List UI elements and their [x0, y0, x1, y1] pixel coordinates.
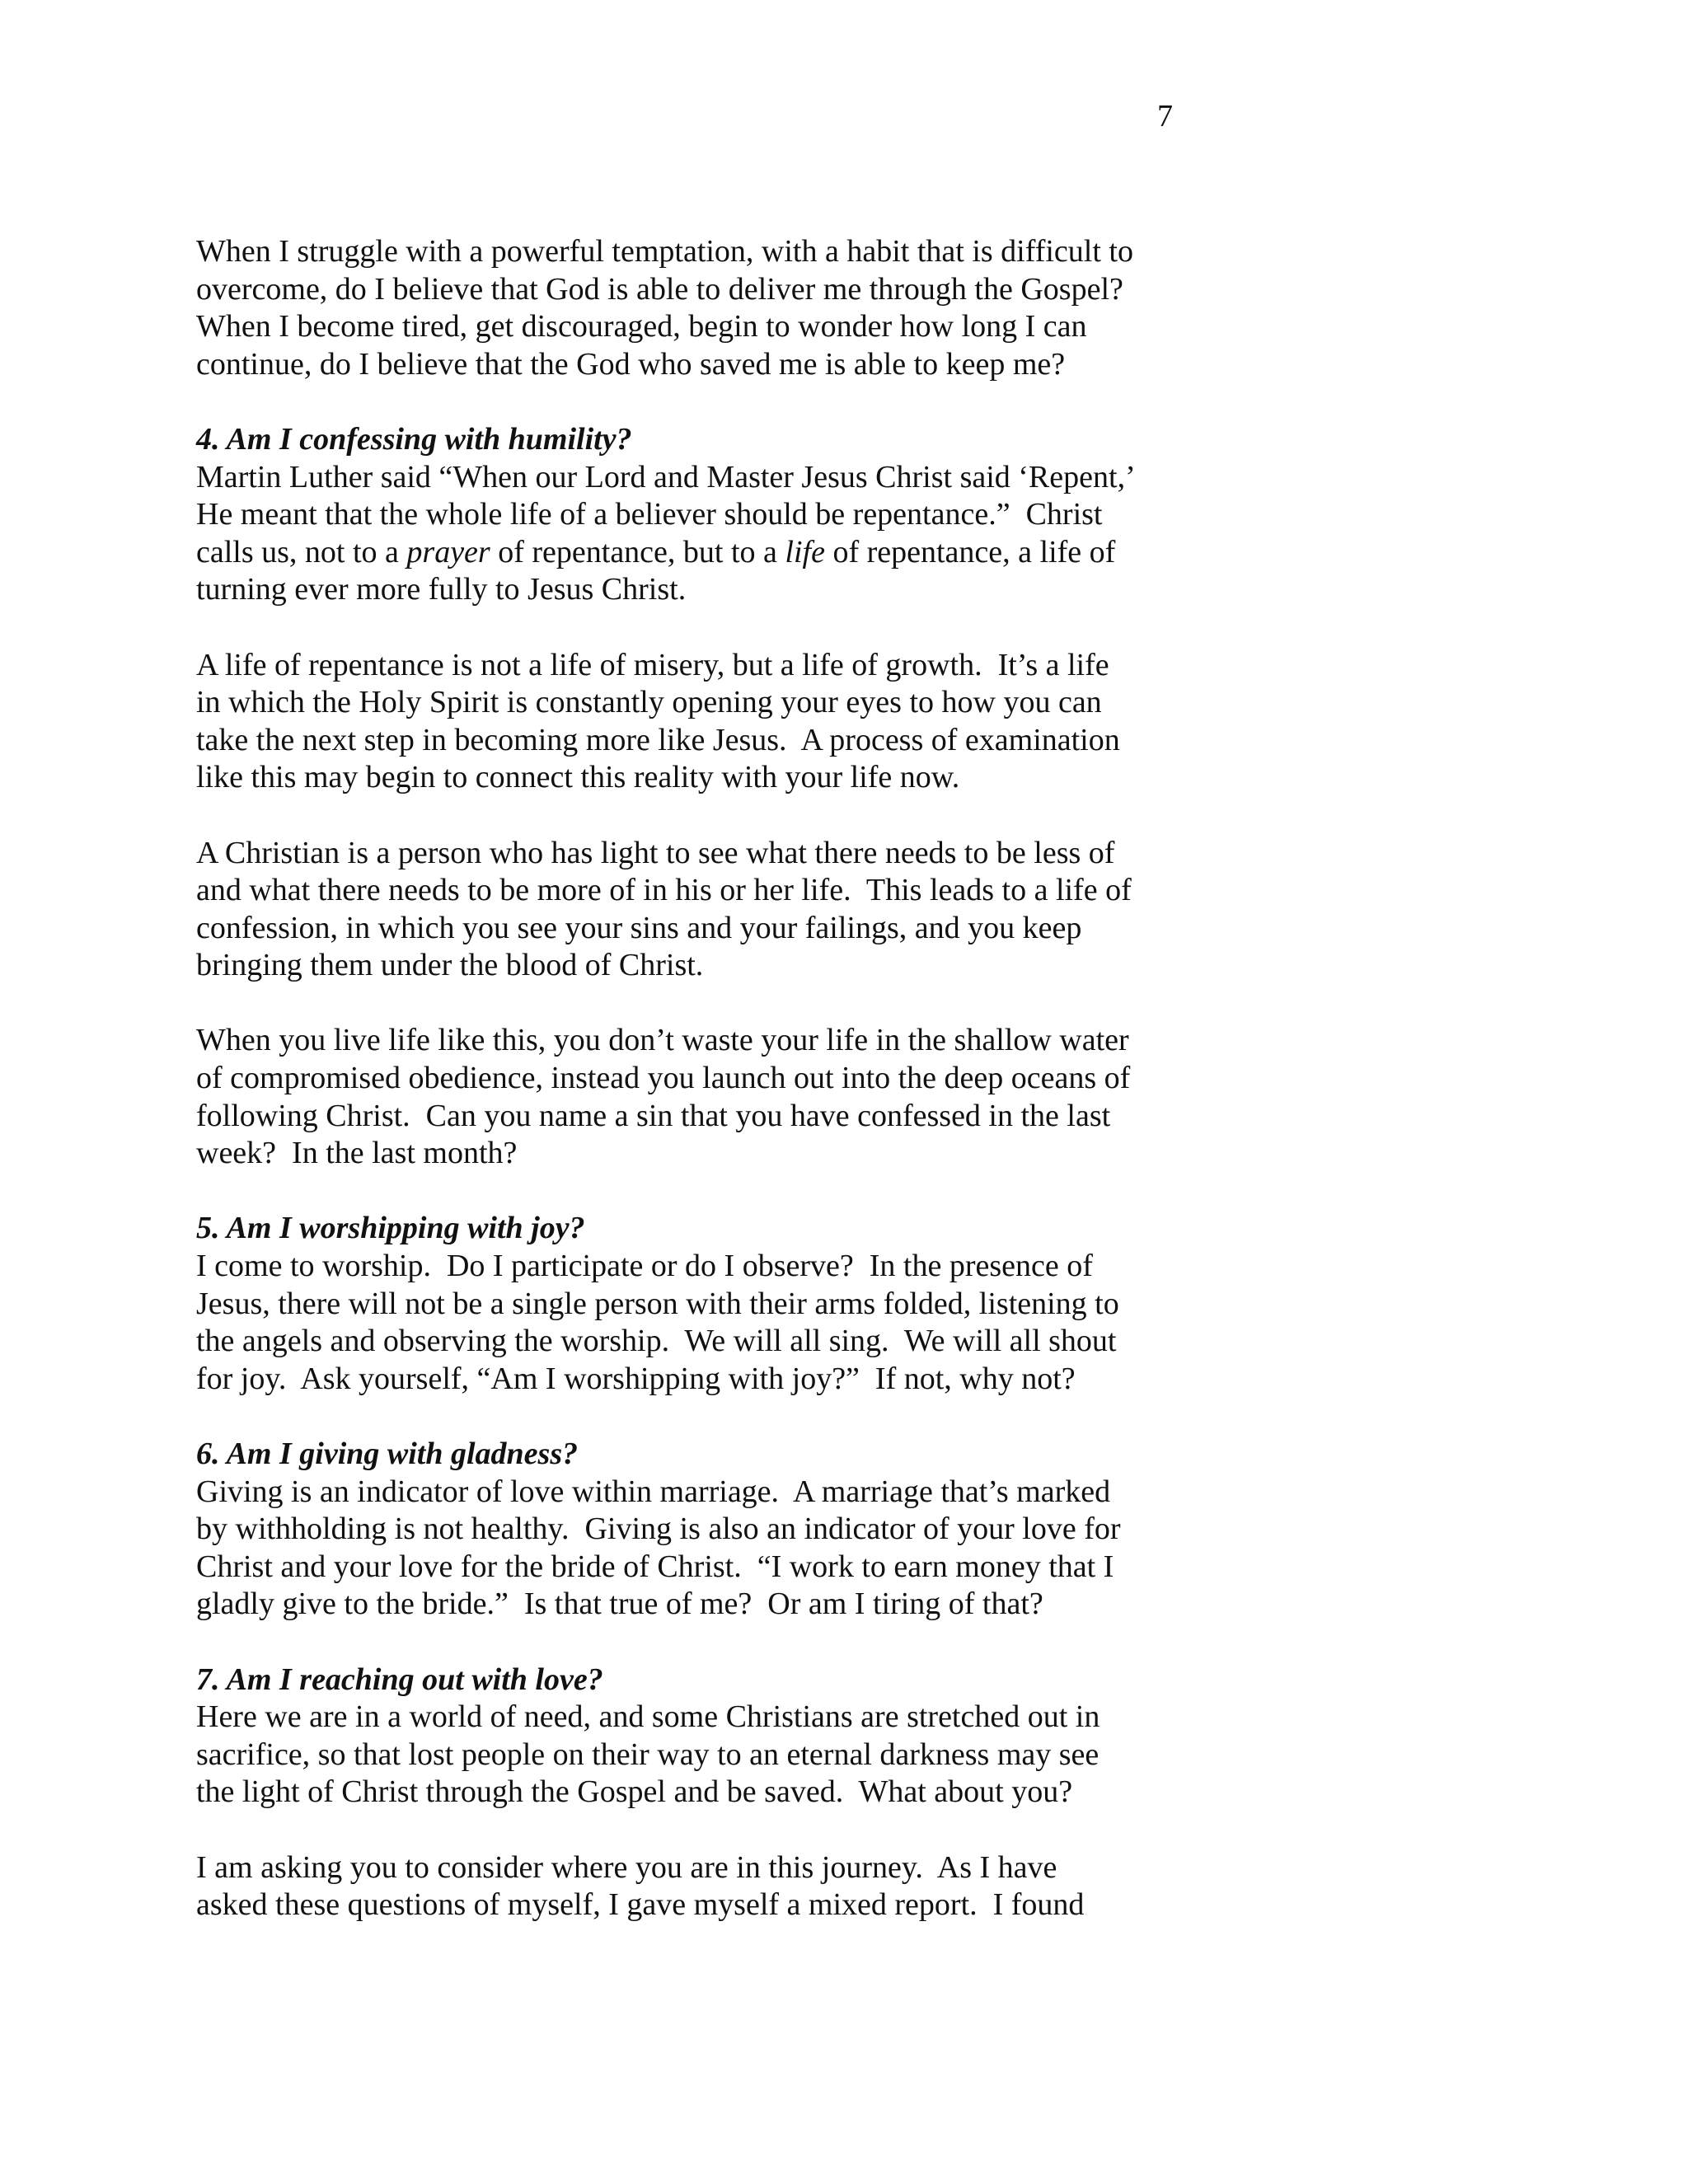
text-line: continue, do I believe that the God who saved me is able to keep me?	[196, 346, 1066, 382]
text-line: sacrifice, so that lost people on their way to an eternal darkness may see	[196, 1736, 1100, 1772]
page-body	[196, 233, 1235, 1961]
text-run: calls us, not to a	[196, 534, 407, 569]
text-line: A Christian is a person who has light to see what there needs to be less of	[196, 835, 1115, 870]
text-line: of compromised obedience, instead you launch out into the deep oceans of	[196, 1061, 1131, 1096]
text-line: following Christ. Can you name a sin that you have confessed in the last	[196, 1098, 1111, 1133]
intro-paragraph	[196, 233, 1235, 383]
text-line: Christ and your love for the bride of Christ. “I work to earn money that I	[196, 1549, 1114, 1584]
closing-paragraph	[196, 1849, 1235, 1924]
section-heading: 7. Am I reaching out with love?	[196, 1661, 603, 1697]
text-line: A life of repentance is not a life of misery, but a life of growth. It’s a life	[196, 647, 1109, 682]
text-line: I come to worship. Do I participate or do I observe? In the presence of	[196, 1249, 1093, 1284]
text-line: asked these questions of myself, I gave myself a mixed report. I found	[196, 1887, 1085, 1923]
emphasis-prayer: prayer	[406, 534, 490, 569]
paragraph	[196, 835, 1235, 985]
text-line: by withholding is not healthy. Giving is also an indicator of your love for	[196, 1511, 1121, 1547]
text-line: Martin Luther said “When our Lord and Master Jesus Christ said ‘Repent,’	[196, 459, 1136, 494]
text-line: Jesus, there will not be a single person with their arms folded, listening to	[196, 1286, 1119, 1321]
paragraph	[196, 1022, 1235, 1172]
text-line: Here we are in a world of need, and some Christians are stretched out in	[196, 1699, 1100, 1735]
section-heading: 5. Am I worshipping with joy?	[196, 1211, 585, 1246]
text-line: for joy. Ask yourself, “Am I worshipping with joy?” If not, why not?	[196, 1361, 1076, 1396]
page-number: 7	[1157, 99, 1173, 134]
section-5	[196, 1210, 1235, 1398]
section-heading: 4. Am I confessing with humility?	[196, 421, 632, 457]
paragraph	[196, 459, 1235, 609]
text-line: He meant that the whole life of a believer should be repentance.” Christ	[196, 497, 1103, 532]
text-line: the angels and observing the worship. We will all sing. We will all shout	[196, 1324, 1117, 1359]
text-run: of repentance, but to a	[490, 534, 785, 569]
emphasis-life: life	[785, 534, 825, 569]
text-line: When you live life like this, you don’t waste your life in the shallow water	[196, 1023, 1129, 1058]
text-line: turning ever more fully to Jesus Christ.	[196, 572, 687, 607]
text-line: When I struggle with a powerful temptation, with a habit that is difficult to	[196, 234, 1133, 269]
text-line: and what there needs to be more of in his or her life. This leads to a life of	[196, 873, 1132, 908]
text-line: confession, in which you see your sins and your failings, and you keep	[196, 910, 1082, 945]
section-7	[196, 1661, 1235, 1811]
text-line: gladly give to the bride.” Is that true of me? Or am I tiring of that?	[196, 1586, 1043, 1622]
text-line: bringing them under the blood of Christ.	[196, 948, 704, 983]
text-line: the light of Christ through the Gospel and be saved. What about you?	[196, 1774, 1073, 1810]
text-line: When I become tired, get discouraged, begin to wonder how long I can	[196, 309, 1087, 344]
section-4	[196, 421, 1235, 1173]
text-line: week? In the last month?	[196, 1136, 518, 1171]
section-heading: 6. Am I giving with gladness?	[196, 1436, 579, 1471]
text-line	[196, 534, 1235, 572]
text-run: of repentance, a life of	[824, 534, 1116, 569]
text-line: take the next step in becoming more like Jesus. A process of examination	[196, 722, 1120, 757]
text-line: I am asking you to consider where you are in this journey. As I have	[196, 1849, 1057, 1885]
text-line: Giving is an indicator of love within marriage. A marriage that’s marked	[196, 1474, 1111, 1509]
section-6	[196, 1436, 1235, 1624]
text-line: like this may begin to connect this reality with your life now.	[196, 760, 960, 795]
paragraph	[196, 647, 1235, 797]
text-line: in which the Holy Spirit is constantly opening your eyes to how you can	[196, 685, 1102, 720]
text-line: overcome, do I believe that God is able to deliver me through the Gospel?	[196, 271, 1123, 307]
